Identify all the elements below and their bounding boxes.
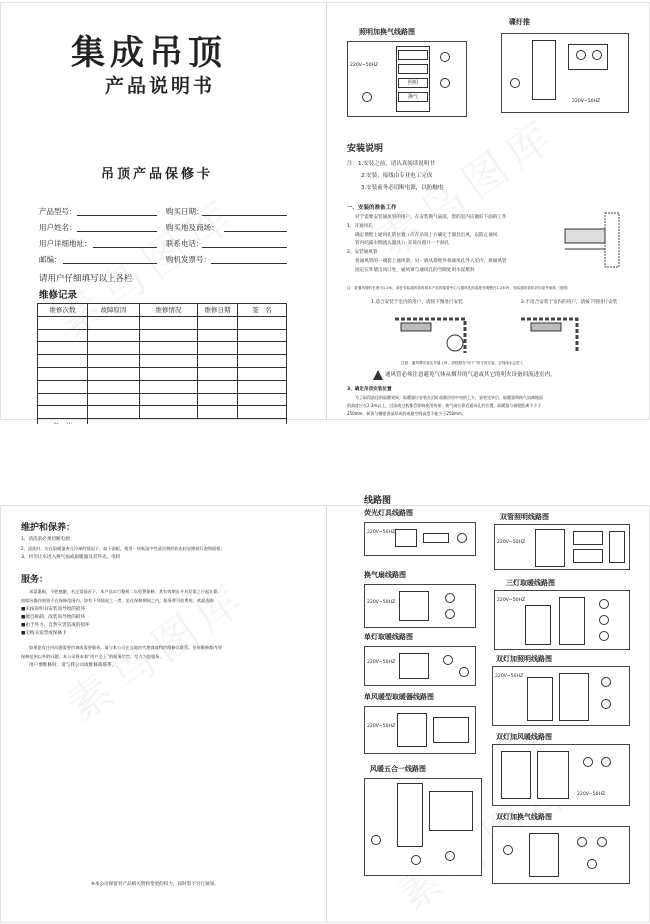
lighting-ventilation-diagram (347, 41, 467, 117)
switch-box (397, 783, 423, 847)
figure-note: 注意：通风罩安装在外墙上时，请按照在“向下”的方向安装，否则雨水会进入 (401, 361, 524, 365)
lamp-icon (362, 92, 372, 102)
warranty-card-title: 吊顶产品保修卡 (101, 167, 214, 182)
table-row[interactable] (38, 406, 287, 419)
terminal-strip (537, 751, 569, 799)
prep-title: 一、安装的准备工作 (347, 205, 397, 211)
lamp-icon (577, 837, 587, 847)
maintenance-title: 维护和保养： (21, 523, 76, 533)
voltage-label: 220V~50HZ (497, 598, 526, 603)
form-underline[interactable] (202, 215, 287, 216)
ballast-box (423, 533, 449, 543)
heater-unit (433, 717, 469, 743)
figure-caption: 1.适合安装于室内的用户，请按下图进行安装 (371, 300, 463, 305)
diagram-title: 荧光灯具线路图 (364, 509, 413, 517)
brand-title: 集成吊顶 (71, 33, 227, 73)
service-text: ■未按说明书安装而导致的损坏 (21, 607, 86, 612)
service-text: ■由于外力、自然灾害造成的损坏 (21, 623, 90, 628)
repair-record-title: 维修记录 (39, 290, 78, 301)
motor-icon (503, 845, 513, 855)
tube-box (609, 531, 625, 563)
terminal-block (398, 50, 428, 60)
fluorescent-diagram (364, 522, 476, 556)
lamp-icon (601, 699, 611, 709)
prep-text: 固定在外墙出风口处，通风罩与通风孔的空隙处用水泥堵封 (355, 268, 475, 273)
diagram-title: 单灯取暖线路图 (364, 633, 413, 641)
service-text: 用户要维修时，请与我公司或维修商联系。 (29, 663, 117, 668)
voltage-label: 220V~50HZ (572, 99, 601, 104)
voltage-label: 220V~50HZ (577, 792, 606, 797)
form-underline[interactable] (211, 263, 287, 264)
service-text: 保修范围以外的问题，本公司将本着“用户至上”的服务宗旨，尽力为您服务。 (21, 654, 164, 659)
install-title: 安装说明 (347, 144, 384, 154)
diagram-title: 双灯加照明线路图 (496, 655, 552, 663)
maintenance-text: 1、清洗前必须切断电源； (21, 537, 75, 542)
switch-box (399, 653, 429, 679)
fan-terminal: 换气 (398, 92, 428, 102)
table-row[interactable] (38, 380, 287, 393)
figure-caption: 2.不适合安装于室内的用户，请按下图进行安装 (521, 300, 618, 305)
outdoor-duct-figure (517, 309, 617, 357)
diagram-title: 换气扇线路图 (364, 571, 406, 579)
motor-icon (371, 835, 381, 845)
fill-note: 请用户仔细填写以上各栏 (39, 274, 133, 284)
position-text: 为了取得最佳的取暖效果，取暖器应安装在浴缸或淋浴房中央的上方，安装完毕后，取暖器和换气扇离地面 (355, 395, 543, 400)
switch-box (501, 751, 531, 799)
wall-duct-illustration (561, 209, 627, 269)
switch-box (525, 605, 551, 645)
lamp-icon (576, 50, 586, 60)
dual-lamp-lighting-diagram (492, 666, 630, 726)
lamp-icon (597, 837, 607, 847)
switch-box (527, 677, 553, 721)
service-text: 如果您有任何问题需要咨询或需要服务，请与本公司在当地的代理商或特约维修点联系。任何维修都内须 (29, 645, 222, 650)
switch-box (535, 529, 565, 567)
motor-icon (445, 593, 455, 603)
service-text: ■无购买发票或保修卡 (21, 631, 67, 636)
motor-icon (459, 667, 469, 677)
column-header: 维修次数 (38, 304, 88, 317)
terminal-strip (559, 673, 589, 721)
wiring-title: 线路图 (364, 496, 392, 506)
duct-small-note: 注：普通风管的长度为1.2米，请在安装通风管时将本产品的接管中心与通风孔的高度差调整在1.2米内，安装通风管时应向室外倾斜（见图） (347, 286, 571, 290)
install-note: 注：1.安装之前，请认真阅读说明书 (347, 161, 435, 167)
prep-text: 对于需要安装通风管的用户，在安装换气扇前，您的室内应做好下面的工作 (355, 215, 507, 220)
voltage-label: 220V~50HZ (497, 540, 526, 545)
ballast-box (573, 531, 603, 545)
switch-box (399, 591, 429, 621)
position-text: 250mm，析顶与侧壁顶部形成的或最空间高度不能少于250mm。 (347, 411, 466, 416)
three-lamp-diagram (494, 590, 630, 650)
field-label: 购买地及商场： (166, 223, 219, 232)
voltage-label: 220V~50HZ (350, 63, 379, 68)
voltage-label: 220V~50HZ (367, 724, 396, 729)
lamp-icon (445, 609, 455, 619)
lamp-icon (599, 599, 609, 609)
table-row[interactable] (38, 329, 287, 342)
install-note: 2.安装，接线由专业电工完成 (361, 173, 433, 179)
field-label: 用户姓名： (39, 223, 77, 232)
form-underline[interactable] (63, 263, 157, 264)
warning-icon (373, 370, 383, 380)
form-underline[interactable] (93, 247, 157, 248)
voltage-label: 220V~50HZ (495, 674, 524, 679)
switch-box (529, 833, 559, 877)
heater-unit (568, 44, 608, 70)
voltage-label: 220V~50HZ (367, 660, 396, 665)
diagram-title: 单风暖型取暖器线路图 (364, 693, 434, 701)
voltage-label: 220V~50HZ (367, 530, 396, 535)
form-underline[interactable] (224, 231, 287, 232)
motor-icon (445, 851, 455, 861)
voltage-label: 220V~50HZ (367, 600, 396, 605)
footnote: ※本公司保留对产品相关资料变更的权力，届时恕不另行通知。 (91, 882, 219, 887)
lamp-icon (599, 615, 609, 625)
field-label: 产品型号： (39, 207, 77, 216)
lamp-icon (457, 533, 467, 543)
repair-record-table (37, 303, 287, 432)
manual-cover-sheet (0, 2, 650, 420)
diagram-title: 双灯加换气线路图 (496, 813, 552, 821)
fold-line (326, 3, 327, 419)
terminal-block (398, 64, 428, 74)
dual-tube-diagram (494, 524, 630, 570)
lamp-icon (411, 855, 421, 865)
field-label: 用户详细地址： (39, 239, 92, 248)
manual-subtitle: 产品说明书 (105, 75, 216, 97)
terminal-strip (559, 597, 585, 645)
table-row[interactable] (38, 316, 287, 329)
switch-box (395, 529, 417, 547)
prep-text: 管内结露水倒流入器具）；在该位置开一个洞孔 (355, 241, 450, 246)
prep-text: 2、安装通风管 (347, 250, 378, 255)
column-header: 签 名 (238, 304, 287, 317)
fold-line (326, 506, 327, 922)
butterfly-diagram (501, 33, 629, 113)
switch-box (397, 713, 427, 747)
prep-text: 确定墙壁上通风孔的位置（应在吊顶上方确定于器具出风，以防止通风 (355, 233, 498, 238)
wind-heater-diagram (364, 706, 476, 754)
table-header-row (38, 304, 287, 317)
table-row[interactable] (38, 342, 287, 355)
lamp-icon (601, 677, 611, 687)
table-row[interactable] (38, 367, 287, 380)
lamp-icon (592, 50, 602, 60)
form-underline[interactable] (202, 247, 287, 248)
fan-diagram (364, 584, 476, 628)
lamp-icon (583, 757, 593, 767)
wind-five-in-one-diagram (364, 778, 482, 876)
position-text: 的高度应在2.3m以上，过高或过低都会影响使用效果；换气扇应靠近通风孔的位置，取暖器与墙壁距离不少于 (347, 403, 542, 408)
single-lamp-diagram (364, 646, 476, 686)
control-board (429, 791, 473, 831)
lamp-icon (443, 655, 453, 665)
motor-icon (510, 78, 520, 88)
install-note: 3.安装前务必切断电源，以防触电 (361, 185, 444, 191)
service-text: 扣除因操作损毁不在保修范围内，如有下列情况之一者，虽在保修期间之内，服务费另收费用，欢迎选购 (21, 598, 214, 603)
field-label: 购买日期： (166, 207, 204, 216)
table-row[interactable] (38, 355, 287, 368)
motor-icon (587, 859, 597, 869)
form-underline[interactable] (77, 215, 157, 216)
column-header: 维修情况 (140, 304, 198, 317)
dual-lamp-wind-diagram (492, 744, 630, 806)
lamp-icon (599, 631, 609, 641)
prep-text: 1、开通风孔 (347, 224, 373, 229)
service-title: 服务： (21, 575, 49, 585)
maintenance-text: 2、清洗时，应在取暖器充分冷却的情况下，取下面板，使用一块吸湿中性清洁剂的软布轻轻擦拭灯泡和面板； (21, 546, 225, 551)
diagram-title: 碟纡推 (509, 18, 530, 26)
form-underline[interactable] (77, 231, 157, 232)
column-header: 维修日期 (198, 304, 238, 317)
diagram-title: 双灯加风暖线路图 (496, 733, 552, 741)
lamp-icon (601, 757, 611, 767)
service-text: ■擅自拆卸、改装而导致的损坏 (21, 615, 86, 620)
motor-icon (440, 78, 450, 88)
field-label: 联系电话： (166, 239, 204, 248)
warning-text: 通风管必须注意避免气体从烟井的气道或其它的明火设备回流进室内。 (385, 372, 556, 378)
diagram-title: 照明加换气线路图 (359, 28, 415, 36)
position-title: 3、确定吊顶安装位置 (347, 387, 392, 392)
sheet-gap (0, 424, 650, 502)
diagram-title: 三灯取暖线路图 (506, 579, 555, 587)
diagram-title: 风暖五合一线路图 (370, 765, 426, 773)
prep-text: 将通风管的一端套上通风罩，另一端从墙壁外将通风孔外入室内，将通风管 (355, 259, 507, 264)
table-row[interactable] (38, 393, 287, 406)
dual-lamp-ventilation-diagram (492, 826, 630, 884)
service-text: 承蒙惠顾，不胜感激，若正常情况下，本产品实行整机二年免费保修，其有效期自开具发票之日起计算。 (29, 589, 222, 594)
diagram-title: 双管照明线路图 (500, 513, 549, 521)
maintenance-text: 3、切勿让水进入换气扇或取暖器及其外壳，电机 (21, 555, 121, 560)
ballast-box (573, 549, 603, 563)
light-terminal: 照明 (398, 78, 428, 88)
lamp-icon (440, 52, 450, 62)
field-label: 购机发票号： (166, 255, 211, 264)
column-header: 故障原因 (88, 304, 140, 317)
field-label: 邮编： (39, 255, 62, 264)
indoor-duct-figure (391, 309, 491, 357)
switch-box (532, 40, 556, 100)
